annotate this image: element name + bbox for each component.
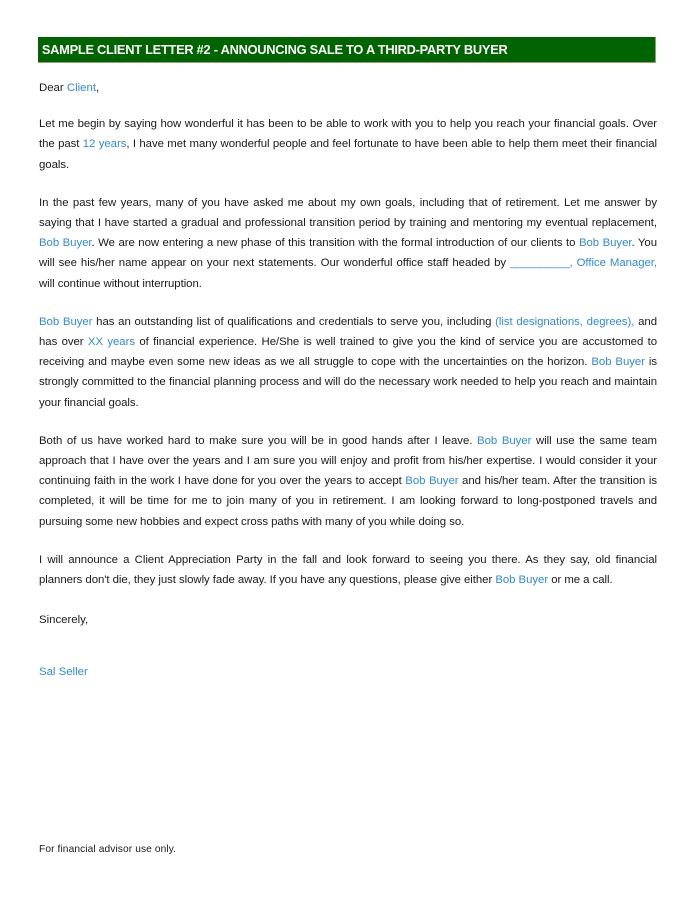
paragraph-5-text-1: I will announce a Client Appreciation Party in the fall and look forward to seeing you there. As they say, old financial planners don't die, they just slowly fade away. If you have any questions, please give either bbox=[39, 553, 657, 587]
paragraph-1-text-2: , I have met many wonderful people and feel fortunate to have been able to help them meet their financial goals. bbox=[39, 138, 657, 171]
placeholder-buyer-name-3: Bob Buyer bbox=[39, 315, 93, 328]
paragraph-3-text-2: and has over bbox=[39, 315, 657, 349]
paragraph-4 bbox=[39, 431, 657, 532]
paragraph-3-text-1: has an outstanding list of qualifications and credentials to serve you, including bbox=[92, 315, 496, 328]
signature-line bbox=[39, 662, 657, 682]
placeholder-buyer-name-5: Bob Buyer bbox=[477, 434, 532, 447]
paragraph-5-text-2: or me a call. bbox=[548, 574, 613, 587]
paragraph-2-text-4: will continue without interruption. bbox=[39, 277, 202, 290]
document-title: SAMPLE CLIENT LETTER #2 - ANNOUNCING SALE TO A THIRD-PARTY BUYER bbox=[41, 41, 508, 57]
placeholder-buyer-name-6: Bob Buyer bbox=[405, 475, 459, 488]
placeholder-years-of-service: 12 years bbox=[82, 138, 127, 151]
paragraph-4-text-3: and his/her team. After the transition is completed, it will be time for me to join many of you in retirement. I am looking forward to long-postponed travels and pursuing some new hobbies and expect cross paths with many of you while doing so. bbox=[39, 475, 657, 528]
placeholder-buyer-name-2: Bob Buyer bbox=[578, 237, 632, 250]
paragraph-2 bbox=[39, 193, 657, 294]
footer-disclaimer: For financial advisor use only. bbox=[39, 844, 177, 855]
paragraph-1 bbox=[39, 114, 657, 175]
paragraph-1-text-1: Let me begin by saying how wonderful it has been to be able to work with you to help you reach your financial goals. Over the past bbox=[39, 118, 657, 151]
paragraph-2-text-3: . You will see his/her name appear on your next statements. Our wonderful office staff headed by bbox=[39, 237, 657, 270]
paragraph-5 bbox=[39, 550, 657, 590]
paragraph-3-text-3: of financial experience. He/She is well trained to give you the kind of service you are accustomed to receiving and maybe even some new ideas as we all struggle to cope with the uncertainties on the horizon. bbox=[39, 336, 657, 369]
letter-body bbox=[39, 78, 657, 683]
paragraph-4-text-2: will use the same team approach that I have over the years and I am sure you will enjoy and profit from his/her expertise. I would consider it your continuing faith in the work I have done for you over the years to accept bbox=[39, 434, 657, 488]
salutation-line bbox=[39, 78, 657, 98]
placeholder-blank-field: __________ bbox=[510, 257, 570, 270]
paragraph-2-text-1: In the past few years, many of you have asked me about my own goals, including that of retirement. Let me answer by saying that I have started a gradual and professional transition period by training and mentoring my eventual replacement, bbox=[39, 196, 657, 230]
placeholder-buyer-name-7: Bob Buyer bbox=[495, 574, 549, 587]
placeholder-buyer-name-4: Bob Buyer bbox=[591, 356, 645, 369]
placeholder-designations: (list designations, degrees), bbox=[495, 315, 635, 328]
paragraph-3-text-4: is strongly committed to the financial planning process and will do the necessary work needed to help you reach and maintain your financial goals. bbox=[39, 356, 657, 409]
placeholder-seller-name: Sal Seller bbox=[39, 666, 88, 679]
paragraph-2-text-2: . We are now entering a new phase of this transition with the formal introduction of our clients to bbox=[91, 237, 579, 250]
document-title-banner bbox=[38, 37, 656, 63]
placeholder-xx-years: XX years bbox=[87, 336, 135, 349]
placeholder-office-manager: , Office Manager, bbox=[569, 257, 657, 270]
salutation-punctuation: , bbox=[95, 82, 100, 94]
paragraph-4-text-1: Both of us have worked hard to make sure you will be in good hands after I leave. bbox=[39, 434, 478, 447]
placeholder-buyer-name-1: Bob Buyer bbox=[39, 237, 92, 250]
closing-line: Sincerely, bbox=[39, 614, 89, 627]
salutation-greeting: Dear bbox=[39, 82, 67, 94]
placeholder-client: Client bbox=[66, 82, 96, 94]
paragraph-3 bbox=[39, 312, 657, 413]
